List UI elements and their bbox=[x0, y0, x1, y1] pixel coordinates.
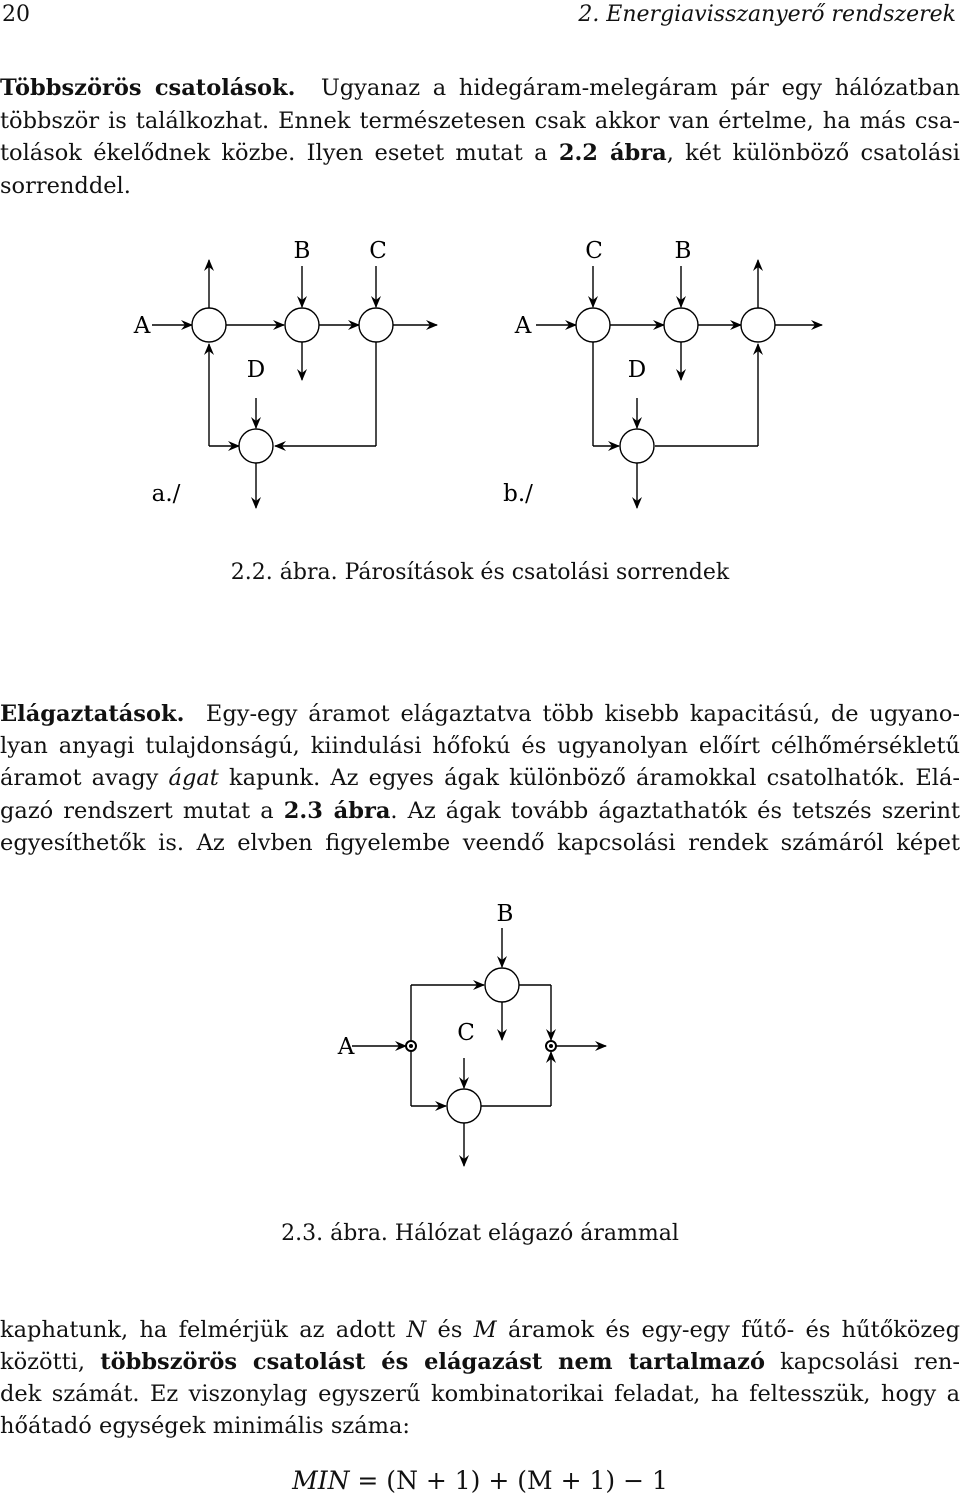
para1-line2: többször is találkozhat. Ennek természetesen csak akkor van értelme, ha más csa- bbox=[0, 108, 960, 134]
label-A-b: A bbox=[514, 313, 532, 339]
page-number: 20 bbox=[2, 2, 30, 27]
figure-2-3-diagram bbox=[0, 890, 960, 1190]
diagram-a bbox=[152, 260, 437, 508]
running-title: 2. Energiavisszanyerő rendszerek bbox=[578, 2, 956, 27]
label-C-b: C bbox=[585, 238, 603, 264]
figure-2-2-diagram bbox=[0, 228, 960, 528]
para3-bold-phrase: többszörös csatolást és elágazást nem tartalmazó bbox=[100, 1349, 765, 1375]
para1-line3: tolások ékelődnek közbe. Ilyen esetet mutat a 2.2 ábra, két különböző csatolási bbox=[0, 140, 960, 166]
para2-heading: Elágaztatások. bbox=[0, 701, 185, 727]
para2-line4: gazó rendszert mutat a 2.3 ábra. Az ágak tovább ágaztathatók és tetszés szerint bbox=[0, 798, 960, 824]
figure-2-2-caption: 2.2. ábra. Párosítások és csatolási sorrendek bbox=[230, 560, 730, 585]
label-B-23: B bbox=[496, 901, 514, 927]
para1-line4: sorrenddel. bbox=[0, 173, 131, 199]
sublabel-b: b./ bbox=[503, 481, 533, 507]
para2-line1: Elágaztatások. Egy-egy áramot elágaztatva több kisebb kapacitású, de ugyano- bbox=[0, 701, 960, 727]
para1-line1: Többszörös csatolások. Ugyanaz a hidegáram-melegáram pár egy hálózatban bbox=[0, 75, 960, 101]
fig22-reference: 2.2 ábra bbox=[558, 140, 667, 166]
figure-2-3-caption: 2.3. ábra. Hálózat elágazó árammal bbox=[281, 1221, 679, 1246]
label-C-23: C bbox=[457, 1020, 475, 1046]
para2-line3: áramot avagy ágat kapunk. Az egyes ágak különböző áramokkal csatolhatók. Elá- bbox=[0, 765, 960, 791]
fig23-reference: 2.3 ábra bbox=[283, 798, 391, 824]
para2-line5: egyesíthetők is. Az elvben figyelembe veendő kapcsolási rendek számáról képet bbox=[0, 830, 960, 856]
emphasis-agat: ágat bbox=[168, 765, 219, 791]
para1-heading: Többszörös csatolások. bbox=[0, 75, 296, 101]
formula-lhs: MIN bbox=[292, 1466, 350, 1495]
min-formula bbox=[0, 1466, 960, 1495]
page-header bbox=[0, 0, 960, 32]
label-D-a: D bbox=[246, 357, 266, 383]
label-B-a: B bbox=[293, 238, 311, 264]
para3-line4: hőátadó egységek minimális száma: bbox=[0, 1413, 411, 1439]
label-D-b: D bbox=[627, 357, 647, 383]
var-N: N bbox=[406, 1317, 427, 1343]
label-A-23: A bbox=[337, 1034, 355, 1060]
formula-rhs: = (N + 1) + (M + 1) − 1 bbox=[349, 1466, 668, 1495]
para3-line1: kaphatunk, ha felmérjük az adott N és M áramok és egy-egy fűtő- és hűtőközeg bbox=[0, 1317, 960, 1343]
para3-line2: közötti, többszörös csatolást és elágazást nem tartalmazó kapcsolási ren- bbox=[0, 1349, 960, 1375]
label-A-a: A bbox=[133, 313, 151, 339]
label-B-b: B bbox=[674, 238, 692, 264]
para3-line3: dek számát. Ez viszonylag egyszerű kombinatorikai feladat, ha feltesszük, hogy a bbox=[0, 1381, 960, 1407]
label-C-a: C bbox=[369, 238, 387, 264]
sublabel-a: a./ bbox=[151, 481, 181, 507]
para2-line2: lyan anyagi tulajdonságú, kiindulási hőfokú és ugyanolyan előírt célhőmérsékletű bbox=[0, 733, 960, 759]
var-M: M bbox=[473, 1317, 497, 1343]
diagram-b bbox=[536, 260, 822, 508]
